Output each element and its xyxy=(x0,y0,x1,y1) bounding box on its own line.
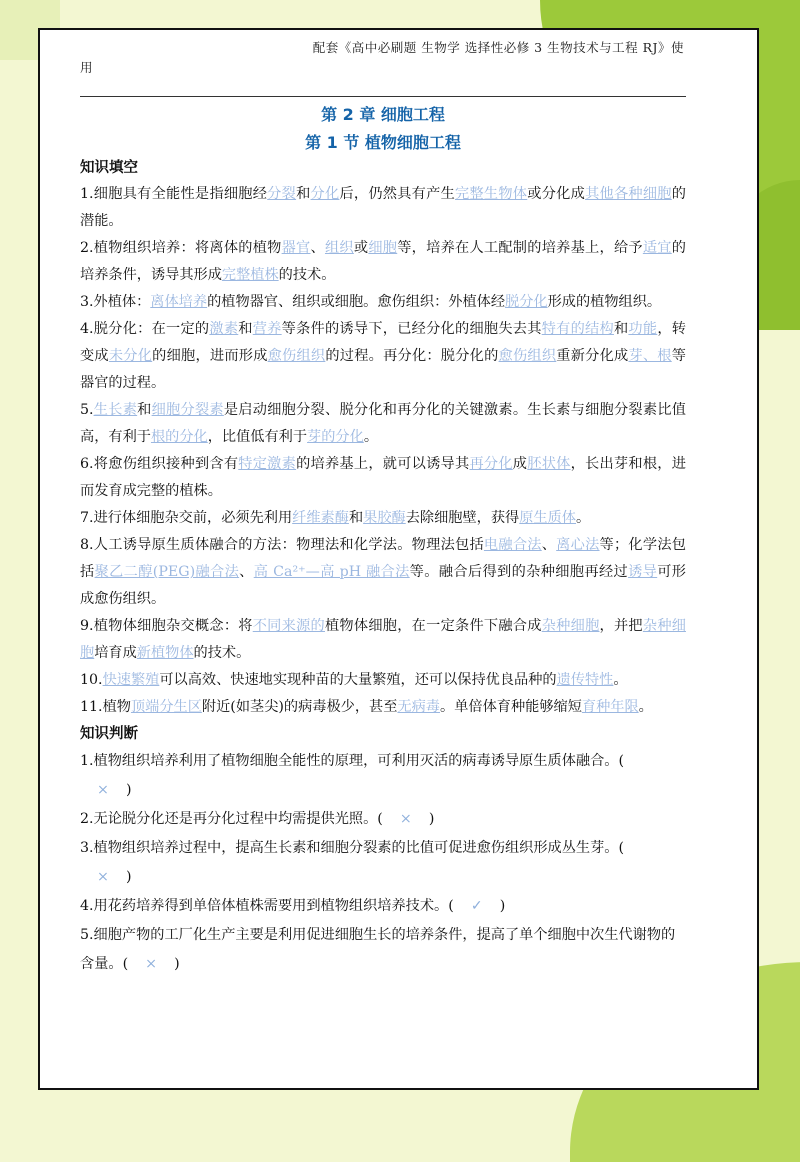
item-text: 等条件的诱导下，已经分化的细胞失去其 xyxy=(281,321,542,337)
item-text: 5. xyxy=(80,402,94,418)
answer-blank: 杂种细胞 xyxy=(541,618,600,634)
answer-blank: 不同来源的 xyxy=(252,618,325,634)
answer-blank: 完整生物体 xyxy=(455,186,528,202)
judge-item xyxy=(80,834,686,892)
answer-blank: 电融合法 xyxy=(483,537,542,553)
answer-blank: 营养 xyxy=(252,321,282,337)
header-rule xyxy=(80,96,686,97)
answer-blank: 特定激素 xyxy=(238,456,297,472)
answer-blank: 完整植株 xyxy=(221,267,279,283)
answer-blank: 胚状体 xyxy=(527,456,571,472)
judge-heading: 知识判断 xyxy=(80,726,138,742)
item-text: 等，培养在人工配制的培养基上，给予 xyxy=(397,240,643,256)
cross-mark-icon: × xyxy=(145,956,158,972)
item-text: 和 xyxy=(296,186,311,202)
close-paren: ) xyxy=(499,898,506,914)
item-text: 、 xyxy=(239,564,254,580)
item-text: 等；化学法包括 xyxy=(80,537,686,580)
item-text: 培育成 xyxy=(94,645,137,661)
answer-blank: 离心法 xyxy=(556,537,600,553)
item-text: 、 xyxy=(310,240,325,256)
answer-blank: 细胞分裂素 xyxy=(151,402,224,418)
item-text: 。 xyxy=(613,672,628,688)
answer-blank: 育种年限 xyxy=(581,699,639,715)
item-text: 。 xyxy=(576,510,591,526)
judge-item xyxy=(80,805,686,834)
chapter-title: 第 2 章 细胞工程 xyxy=(321,105,445,124)
answer-blank: 其他各种细胞 xyxy=(585,186,672,202)
answer-blank: 无病毒 xyxy=(397,699,440,715)
item-text: ，长出芽和根，进而发育成完整的植株。 xyxy=(80,456,686,499)
fill-item xyxy=(80,289,686,316)
content xyxy=(80,155,686,979)
item-text: 和 xyxy=(613,321,629,337)
item-text: 的培养基上，就可以诱导其 xyxy=(296,456,470,472)
answer-blank: 细胞 xyxy=(368,240,398,256)
fill-item xyxy=(80,505,686,532)
fill-item xyxy=(80,613,686,667)
fill-item xyxy=(80,181,686,235)
item-text: 、 xyxy=(541,537,557,553)
judge-item xyxy=(80,892,686,921)
fill-item xyxy=(80,667,686,694)
answer-blank: 快速繁殖 xyxy=(102,672,160,688)
item-text: ，比值低有利于 xyxy=(207,429,308,445)
fill-item xyxy=(80,451,686,505)
answer-blank: 芽的分化 xyxy=(307,429,364,445)
judge-text: 2.无论脱分化还是再分化过程中均需提供光照。( xyxy=(80,811,383,827)
answer-blank: 原生质体 xyxy=(519,510,576,526)
section-title: 第 1 节 植物细胞工程 xyxy=(305,133,461,152)
fill-item xyxy=(80,694,686,721)
answer-blank: 诱导 xyxy=(628,564,658,580)
answer-blank: 激素 xyxy=(209,321,239,337)
item-text: 。 xyxy=(363,429,379,445)
judge-item xyxy=(80,921,686,979)
answer-blank: 遗传特性 xyxy=(556,672,614,688)
fill-item xyxy=(80,532,686,613)
answer-blank: 脱分化 xyxy=(505,294,548,310)
item-text: 或 xyxy=(353,240,369,256)
item-text: 的培养条件，诱导其形成 xyxy=(80,240,686,283)
item-text: 和 xyxy=(238,321,253,337)
item-text: 植物体细胞，在一定条件下融合成 xyxy=(324,618,542,634)
running-header xyxy=(80,38,686,78)
fill-item xyxy=(80,235,686,289)
answer-blank: 纤维素酶 xyxy=(292,510,349,526)
check-mark-icon: ✓ xyxy=(470,898,483,914)
close-paren: ) xyxy=(428,811,435,827)
answer-blank: 聚乙二醇(PEG)融合法 xyxy=(94,564,240,580)
item-text: 重新分化成 xyxy=(556,348,629,364)
answer-blank: 高 Ca²⁺—高 pH 融合法 xyxy=(253,564,410,580)
answer-blank: 根的分化 xyxy=(150,429,208,445)
answer-blank: 杂种细胞 xyxy=(80,618,686,661)
answer-blank: 功能 xyxy=(628,321,658,337)
item-text: 的植物器官、组织或细胞。愈伤组织：外植体经 xyxy=(207,294,506,310)
item-text: 3.外植体： xyxy=(80,294,151,310)
fill-list xyxy=(80,181,686,721)
item-text: 后，仍然具有产生 xyxy=(339,186,456,202)
item-text: 是启动细胞分裂、脱分化和再分化的关键激素。生长素与细胞分裂素比值高，有利于 xyxy=(80,402,686,445)
answer-blank: 再分化 xyxy=(469,456,513,472)
item-text: 10. xyxy=(80,672,103,688)
close-paren: ) xyxy=(126,869,132,885)
judge-text: 3.植物组织培养过程中，提高生长素和细胞分裂素的比值可促进愈伤组织形成丛生芽。( xyxy=(80,840,625,856)
fill-item xyxy=(80,316,686,397)
item-text: 。 xyxy=(638,699,653,715)
item-text: ，转变成 xyxy=(80,321,686,364)
item-text: 8.人工诱导原生质体融合的方法：物理法和化学法。物理法包括 xyxy=(80,537,484,553)
item-text: 2.植物组织培养：将离体的植物 xyxy=(80,240,282,256)
answer-blank: 组织 xyxy=(324,240,354,256)
answer-blank: 新植物体 xyxy=(136,645,194,661)
item-text: 或分化成 xyxy=(527,186,586,202)
cross-mark-icon: × xyxy=(399,811,412,827)
cross-mark-icon: × xyxy=(97,869,109,885)
item-text: 和 xyxy=(137,402,152,418)
answer-blank: 未分化 xyxy=(108,348,153,364)
item-text: 1.细胞具有全能性是指细胞经 xyxy=(80,186,268,202)
item-text: 9.植物体细胞杂交概念：将 xyxy=(80,618,253,634)
item-text: 7.进行体细胞杂交前，必须先利用 xyxy=(80,510,293,526)
answer-blank: 生长素 xyxy=(93,402,138,418)
fill-item xyxy=(80,397,686,451)
header-line: 用 xyxy=(80,60,93,75)
judge-text: 1.植物组织培养利用了植物细胞全能性的原理，可利用灭活的病毒诱导原生质体融合。( xyxy=(80,753,625,769)
fill-heading: 知识填空 xyxy=(80,160,138,176)
item-text: 可以高效、快速地实现种苗的大量繁殖，还可以保持优良品种的 xyxy=(159,672,557,688)
answer-blank: 顶端分生区 xyxy=(130,699,202,715)
close-paren: ) xyxy=(174,956,180,972)
answer-blank: 离体培养 xyxy=(150,294,208,310)
item-text: 的细胞，进而形成 xyxy=(152,348,268,364)
answer-blank: 分裂 xyxy=(267,186,297,202)
item-text: 附近(如茎尖)的病毒极少，甚至 xyxy=(201,699,398,715)
item-text: 4.脱分化：在一定的 xyxy=(80,321,210,337)
item-text: 的过程。再分化：脱分化的 xyxy=(325,348,499,364)
item-text: 6.将愈伤组织接种到含有 xyxy=(80,456,239,472)
judge-text: 5.细胞产物的工厂化生产主要是利用促进细胞生长的培养条件，提高了单个细胞中次生代谢物的含量。( xyxy=(80,927,676,972)
item-text: 等。融合后得到的杂种细胞再经过 xyxy=(409,564,629,580)
judge-list xyxy=(80,747,686,979)
answer-blank: 芽、根 xyxy=(628,348,672,364)
item-text: 11.植物 xyxy=(80,699,131,715)
item-text: 可形成愈伤组织。 xyxy=(80,564,686,607)
answer-blank: 适宜 xyxy=(642,240,672,256)
answer-blank: 特有的结构 xyxy=(541,321,614,337)
item-text: 的技术。 xyxy=(278,267,336,283)
close-paren: ) xyxy=(126,782,132,798)
judge-item xyxy=(80,747,686,805)
item-text: 形成的植物组织。 xyxy=(547,294,662,310)
answer-blank: 愈伤组织 xyxy=(267,348,326,364)
answer-blank: 分化 xyxy=(310,186,340,202)
answer-blank: 器官 xyxy=(281,240,311,256)
item-text: 等器官的过程。 xyxy=(80,348,686,391)
item-text: ，并把 xyxy=(599,618,643,634)
item-text: 。单倍体育种能够缩短 xyxy=(440,699,582,715)
answer-blank: 果胶酶 xyxy=(363,510,406,526)
item-text: 去除细胞壁，获得 xyxy=(405,510,520,526)
header-line: 配套《高中必刷题 生物学 选择性必修 3 生物技术与工程 RJ》使 xyxy=(312,40,684,55)
answer-blank: 愈伤组织 xyxy=(498,348,557,364)
item-text: 的技术。 xyxy=(193,645,251,661)
item-text: 的潜能。 xyxy=(80,186,686,229)
judge-text: 4.用花药培养得到单倍体植株需要用到植物组织培养技术。( xyxy=(80,898,454,914)
item-text: 成 xyxy=(512,456,528,472)
item-text: 和 xyxy=(348,510,364,526)
cross-mark-icon: × xyxy=(97,782,109,798)
